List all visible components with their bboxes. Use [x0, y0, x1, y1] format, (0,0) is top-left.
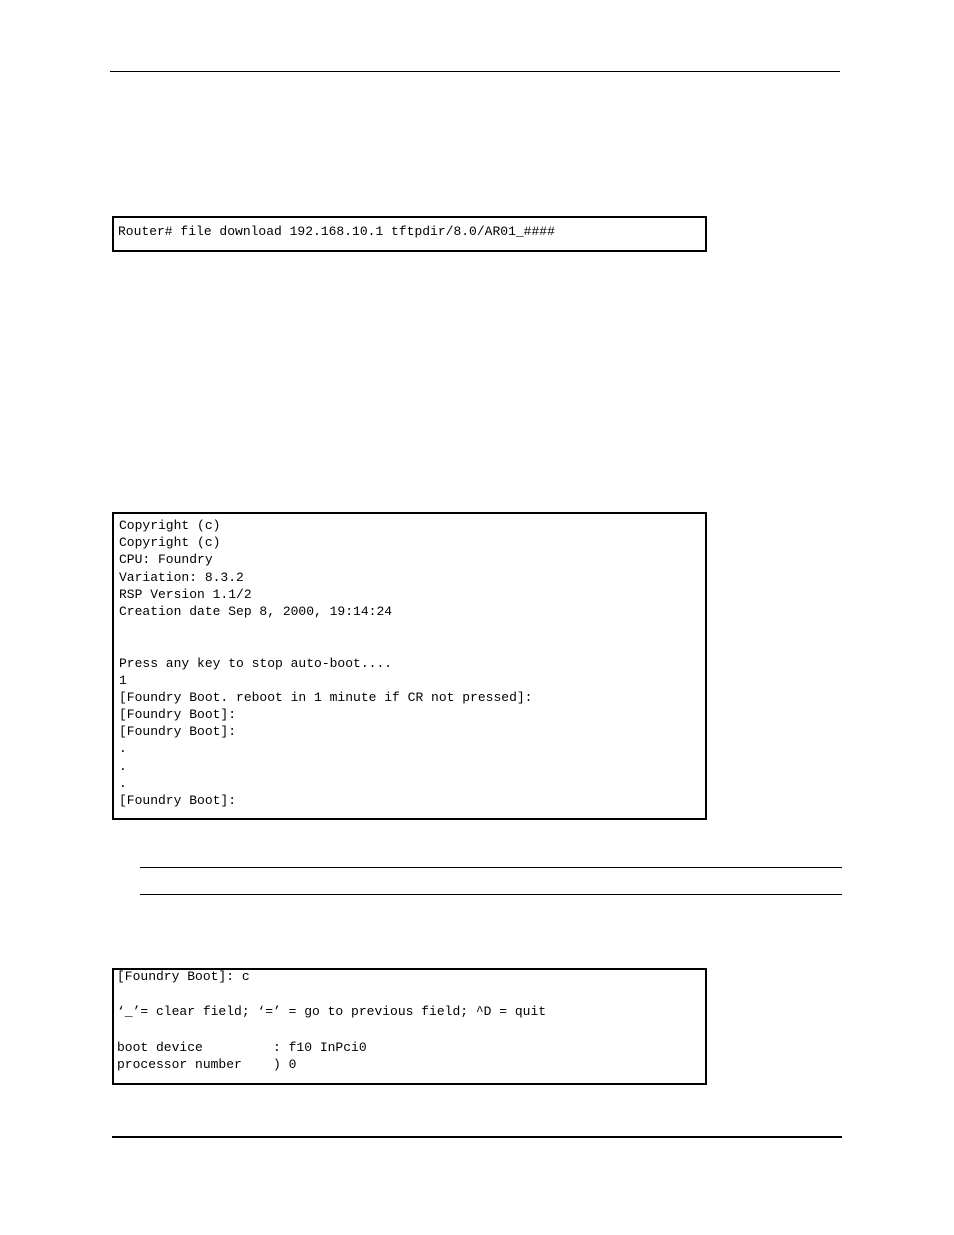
code-line [119, 637, 705, 654]
code-line: [Foundry Boot]: [119, 707, 237, 723]
code-line: processor number ) 0 [117, 1056, 297, 1072]
code-line: Press any key to stop auto-boot.... [119, 655, 393, 671]
code-block-boot-config [112, 968, 707, 1085]
code-line: Router# file download 192.168.10.1 tftpdir/8.0/AR01_#### [118, 224, 555, 239]
header-rule [110, 71, 840, 72]
code-block-boot-output [112, 512, 707, 820]
code-line: ‘_’= clear field; ‘=’ = go to previous field; ^D = quit [117, 1004, 547, 1020]
code-line: Variation: 8.3.2 [119, 569, 244, 585]
code-line: . [119, 741, 127, 757]
code-line: boot device : f10 InPci0 [117, 1039, 367, 1055]
code-line: . [119, 775, 127, 791]
code-line: [Foundry Boot]: [119, 724, 237, 740]
code-line: CPU: Foundry [119, 552, 213, 568]
code-line [117, 985, 705, 1002]
code-line: . [119, 758, 127, 774]
code-line: 1 [119, 672, 127, 688]
code-line: [Foundry Boot. reboot in 1 minute if CR not pressed]: [119, 689, 533, 705]
code-line: Copyright (c) [119, 535, 221, 551]
code-line [117, 1021, 705, 1038]
note-top-rule [140, 867, 842, 868]
code-line: Creation date Sep 8, 2000, 19:14:24 [119, 603, 393, 619]
note-bottom-rule [140, 894, 842, 895]
code-line [119, 620, 705, 637]
footer-rule [112, 1136, 842, 1138]
code-line: [Foundry Boot]: c [117, 969, 250, 984]
code-line: Copyright (c) [119, 518, 221, 533]
code-block-file-download [112, 216, 707, 252]
code-line: [Foundry Boot]: [119, 793, 237, 808]
code-line: RSP Version 1.1/2 [119, 586, 252, 602]
